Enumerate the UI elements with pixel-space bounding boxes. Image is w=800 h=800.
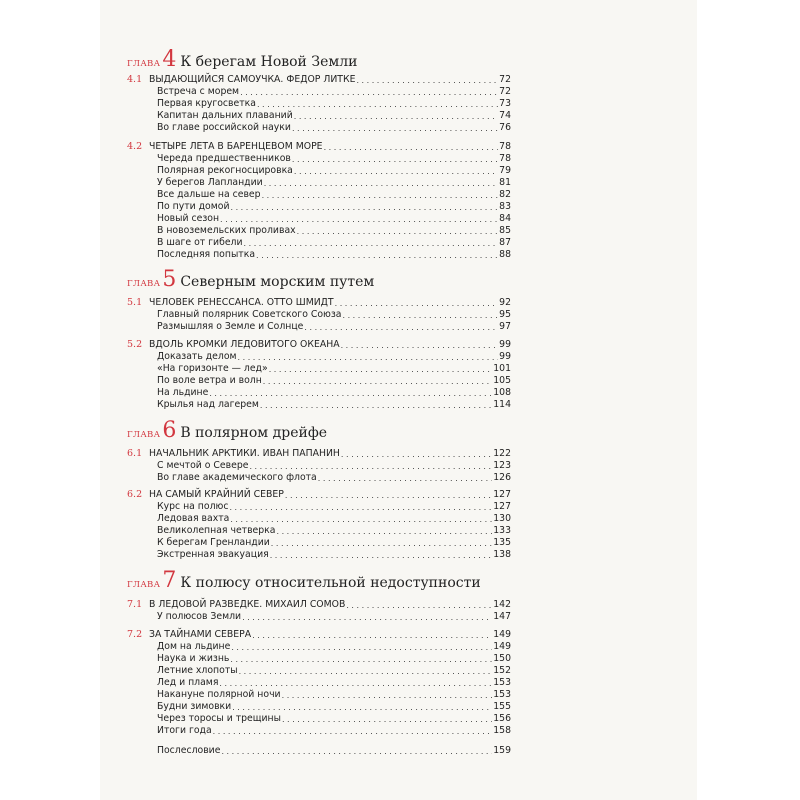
page-number: 79 <box>499 165 511 176</box>
entry-title: Великолепная четверка <box>157 525 276 536</box>
subsection-row[interactable] <box>127 471 511 484</box>
entry-title: У берегов Лапландии <box>157 177 263 188</box>
subsection-row[interactable] <box>127 548 511 561</box>
entry-title: Во главе российской науки <box>157 122 291 133</box>
page-number: 101 <box>493 363 511 374</box>
section-number: 4.2 <box>127 141 143 152</box>
chapter-word: ГЛАВА <box>127 430 161 440</box>
chapter-number: 7 <box>162 568 177 593</box>
page-number: 127 <box>493 501 511 512</box>
page-number: 122 <box>493 448 511 459</box>
entry-title: Доказать делом <box>157 351 237 362</box>
entry-title: ВДОЛЬ КРОМКИ ЛЕДОВИТОГО ОКЕАНА <box>149 339 340 350</box>
section-number: 5.1 <box>127 297 143 308</box>
entry-title: ВЫДАЮЩИЙСЯ САМОУЧКА. ФЕДОР ЛИТКЕ <box>149 74 356 85</box>
page-number: 87 <box>499 237 511 248</box>
chapter-number: 4 <box>162 47 177 72</box>
page-number: 153 <box>493 677 511 688</box>
entry-title: С мечтой о Севере <box>157 460 249 471</box>
page-number: 158 <box>493 725 511 736</box>
entry-title: В новоземельских проливах <box>157 225 296 236</box>
page-number: 78 <box>499 153 511 164</box>
page-number: 142 <box>493 599 511 610</box>
chapter-title: К полюсу относительной недоступности <box>180 575 481 591</box>
page-number: 99 <box>499 351 511 362</box>
entry-title: Во главе академического флота <box>157 472 317 483</box>
entry-title: Накануне полярной ночи <box>157 689 281 700</box>
subsection-row[interactable] <box>127 320 511 333</box>
entry-title: Полярная рекогносцировка <box>157 165 293 176</box>
chapter-title: Северным морским путем <box>180 274 375 290</box>
chapter-number: 6 <box>162 418 177 443</box>
entry-title: На льдине <box>157 387 209 398</box>
page-number: 99 <box>499 339 511 350</box>
page-number: 76 <box>499 122 511 133</box>
page-number: 147 <box>493 611 511 622</box>
page-number: 149 <box>493 629 511 640</box>
chapter-word: ГЛАВА <box>127 279 161 289</box>
chapter-title: В полярном дрейфе <box>180 425 328 441</box>
entry-title: Послесловие <box>157 745 221 756</box>
subsection-row[interactable] <box>127 610 511 623</box>
page-number: 159 <box>493 745 511 756</box>
entry-title: Первая кругосветка <box>157 98 256 109</box>
page-number: 73 <box>499 98 511 109</box>
section-number: 7.1 <box>127 599 143 610</box>
dot-leader <box>304 322 498 333</box>
page-number: 83 <box>499 201 511 212</box>
chapter-number: 5 <box>162 267 177 292</box>
entry-title: Итоги года <box>157 725 212 736</box>
page-number: 72 <box>499 86 511 97</box>
page-number: 123 <box>493 460 511 471</box>
subsection-row[interactable] <box>127 724 511 737</box>
entry-title: Экстренная эвакуация <box>157 549 269 560</box>
section-number: 6.1 <box>127 448 143 459</box>
page-number: 133 <box>493 525 511 536</box>
page-number: 149 <box>493 641 511 652</box>
page-number: 84 <box>499 213 511 224</box>
dot-leader <box>256 250 498 261</box>
page-number: 126 <box>493 472 511 483</box>
page-number: 95 <box>499 309 511 320</box>
chapter-word: ГЛАВА <box>127 59 161 69</box>
chapter-word: ГЛАВА <box>127 580 161 590</box>
entry-title: Через торосы и трещины <box>157 713 281 724</box>
page-number: 150 <box>493 653 511 664</box>
section-number: 5.2 <box>127 339 143 350</box>
entry-title: По воле ветра и волн <box>157 375 262 386</box>
dot-leader <box>292 123 498 134</box>
entry-title: «На горизонте — лед» <box>157 363 268 374</box>
page-number: 81 <box>499 177 511 188</box>
page-number: 138 <box>493 549 511 560</box>
entry-title: В ЛЕДОВОЙ РАЗВЕДКЕ. МИХАИЛ СОМОВ <box>149 599 346 610</box>
page-number: 97 <box>499 321 511 332</box>
entry-title: К берегам Гренландии <box>157 537 270 548</box>
entry-title: Дом на льдине <box>157 641 231 652</box>
page-number: 135 <box>493 537 511 548</box>
page-number: 114 <box>493 399 511 410</box>
entry-title: У полюсов Земли <box>157 611 242 622</box>
afterword-row[interactable] <box>127 744 511 757</box>
entry-title: Наука и жизнь <box>157 653 230 664</box>
dot-leader <box>318 473 492 484</box>
page-number: 127 <box>493 489 511 500</box>
entry-title: Ледовая вахта <box>157 513 230 524</box>
entry-title: ЧЕТЫРЕ ЛЕТА В БАРЕНЦЕВОМ МОРЕ <box>149 141 323 152</box>
page-number: 105 <box>493 375 511 386</box>
entry-title: Все дальше на север <box>157 189 261 200</box>
page-number: 85 <box>499 225 511 236</box>
entry-title: НАЧАЛЬНИК АРКТИКИ. ИВАН ПАПАНИН <box>149 448 340 459</box>
entry-title: Новый сезон <box>157 213 220 224</box>
entry-title: Будни зимовки <box>157 701 232 712</box>
page-number: 130 <box>493 513 511 524</box>
page-number: 82 <box>499 189 511 200</box>
page-number: 88 <box>499 249 511 260</box>
page-number: 92 <box>499 297 511 308</box>
subsection-row[interactable] <box>127 398 511 411</box>
subsection-row[interactable] <box>127 121 511 134</box>
section-number: 6.2 <box>127 489 143 500</box>
entry-title: Встреча с морем <box>157 86 240 97</box>
chapter-heading[interactable] <box>127 268 374 294</box>
entry-title: Лед и пламя <box>157 677 219 688</box>
section-number: 4.1 <box>127 74 143 85</box>
chapter-heading[interactable] <box>127 569 481 595</box>
page-number: 78 <box>499 141 511 152</box>
entry-title: ЧЕЛОВЕК РЕНЕССАНСА. ОТТО ШМИДТ <box>149 297 334 308</box>
subsection-row[interactable] <box>127 248 511 261</box>
page-number: 108 <box>493 387 511 398</box>
dot-leader <box>213 726 493 737</box>
entry-title: Последняя попытка <box>157 249 256 260</box>
page-number: 72 <box>499 74 511 85</box>
chapter-title: К берегам Новой Земли <box>180 54 358 70</box>
entry-title: Курс на полюс <box>157 501 229 512</box>
entry-title: В шаге от гибели <box>157 237 243 248</box>
dot-leader <box>270 550 493 561</box>
dot-leader <box>221 746 492 757</box>
entry-title: ЗА ТАЙНАМИ СЕВЕРА <box>149 629 252 640</box>
entry-title: Череда предшественников <box>157 153 291 164</box>
entry-title: Капитан дальних плаваний <box>157 110 293 121</box>
dot-leader <box>242 612 492 623</box>
page-number: 153 <box>493 689 511 700</box>
dot-leader <box>260 400 492 411</box>
chapter-heading[interactable] <box>127 419 327 445</box>
page-number: 74 <box>499 110 511 121</box>
page-number: 155 <box>493 701 511 712</box>
entry-title: Размышляя о Земле и Солнце <box>157 321 304 332</box>
entry-title: Летние хлопоты <box>157 665 238 676</box>
page-number: 152 <box>493 665 511 676</box>
entry-title: Крылья над лагерем <box>157 399 259 410</box>
section-number: 7.2 <box>127 629 143 640</box>
chapter-heading[interactable] <box>127 48 357 74</box>
entry-title: НА САМЫЙ КРАЙНИЙ СЕВЕР <box>149 489 284 500</box>
entry-title: По пути домой <box>157 201 230 212</box>
page-number: 156 <box>493 713 511 724</box>
entry-title: Главный полярник Советского Союза <box>157 309 342 320</box>
